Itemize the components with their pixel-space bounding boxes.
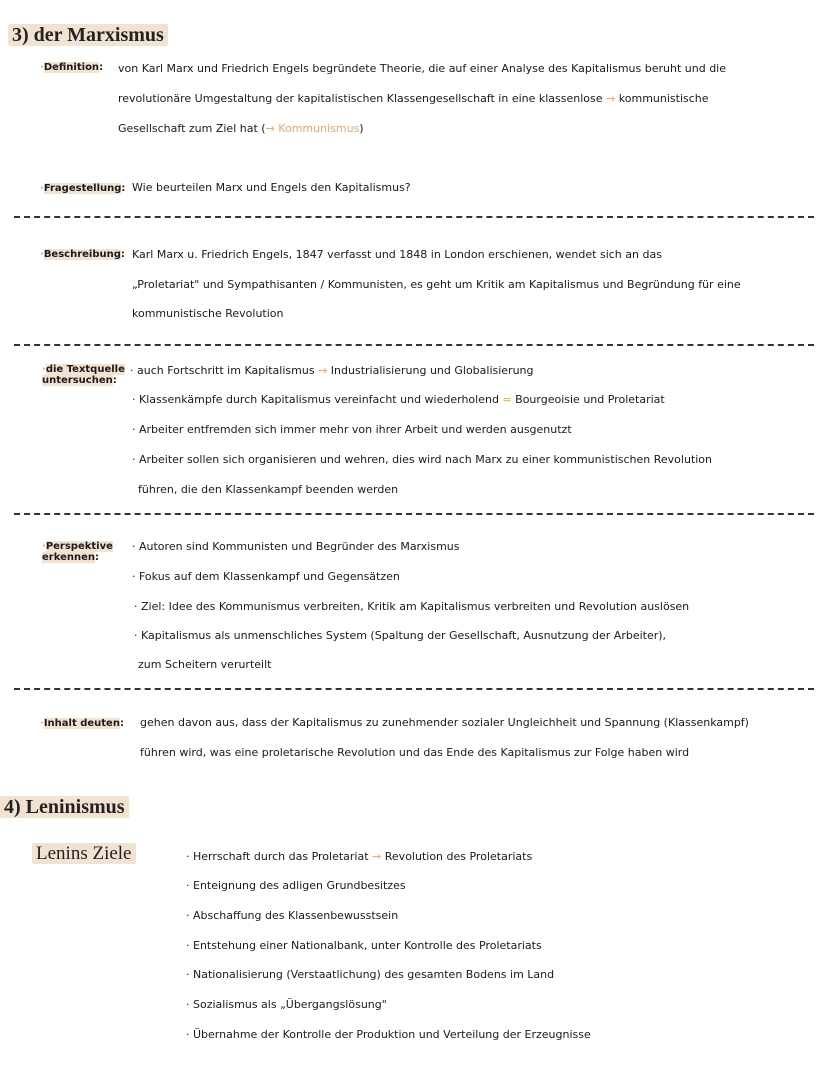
section-title-marxismus-text: 3) der Marxismus bbox=[8, 24, 168, 46]
textquelle-item-3 bbox=[132, 423, 572, 437]
ziel-item-2-text: Enteignung des adligen Grundbesitzes bbox=[193, 879, 406, 892]
bullet-dot: · bbox=[42, 541, 46, 552]
lenins-ziele-title bbox=[32, 843, 136, 865]
label-perspektive-text-1: Perspektive bbox=[45, 541, 113, 552]
bullet-dot: · bbox=[130, 364, 134, 377]
bullet-dot: · bbox=[132, 540, 136, 553]
inhalt-line-1: gehen davon aus, dass der Kapitalismus zu zunehmender sozialer Ungleichheit und Spannung (Klassenkampf) bbox=[140, 716, 749, 729]
section-title-leninismus-text: 4) Leninismus bbox=[0, 796, 129, 818]
textquelle-item-1-post: Industrialisierung und Globalisierung bbox=[330, 364, 534, 377]
label-colon: : bbox=[121, 183, 126, 194]
beschreibung-line-3: kommunistische Revolution bbox=[132, 307, 284, 320]
ziel-item-7 bbox=[186, 1028, 591, 1042]
definition-line-3-post: ) bbox=[359, 122, 364, 135]
divider bbox=[14, 513, 814, 515]
perspektive-item-3-text: Ziel: Idee des Kommunismus verbreiten, Kritik am Kapitalismus verbreiten und Revolution auslösen bbox=[141, 600, 690, 613]
ziel-item-6-text: Sozialismus als „Übergangslösung" bbox=[193, 998, 387, 1011]
perspektive-item-4b: zum Scheitern verurteilt bbox=[138, 658, 272, 671]
textquelle-item-4b: führen, die den Klassenkampf beenden werden bbox=[138, 483, 399, 496]
bullet-dot: · bbox=[186, 879, 190, 892]
ziel-item-2 bbox=[186, 879, 406, 893]
arrow-icon: → bbox=[606, 92, 616, 105]
textquelle-item-2-post: Bourgeoisie und Proletariat bbox=[515, 393, 665, 406]
divider bbox=[14, 216, 814, 218]
perspektive-item-2-text: Fokus auf dem Klassenkampf und Gegensätzen bbox=[139, 570, 400, 583]
bullet-dot: · bbox=[40, 62, 44, 73]
label-colon: : bbox=[99, 62, 104, 73]
label-perspektive bbox=[42, 541, 113, 563]
divider bbox=[14, 344, 814, 346]
ziel-item-6 bbox=[186, 998, 387, 1012]
label-colon: : bbox=[112, 375, 117, 386]
perspektive-item-2 bbox=[132, 570, 400, 584]
definition-kommunismus: Kommunismus bbox=[278, 122, 360, 135]
label-perspektive-text-2: erkennen bbox=[42, 552, 96, 563]
ziel-item-7-text: Übernahme der Kontrolle der Produktion und Verteilung der Erzeugnisse bbox=[193, 1028, 591, 1041]
textquelle-item-4 bbox=[132, 453, 712, 467]
definition-line-3 bbox=[118, 122, 364, 136]
textquelle-item-2-pre: Klassenkämpfe durch Kapitalismus vereinfacht und wiederholend bbox=[139, 393, 499, 406]
lenins-ziele-title-text: Lenins Ziele bbox=[32, 843, 136, 864]
definition-line-2 bbox=[118, 92, 709, 106]
ziel-item-1-post: Revolution des Proletariats bbox=[384, 850, 533, 863]
bullet-dot: · bbox=[186, 998, 190, 1011]
perspektive-item-3 bbox=[134, 600, 689, 614]
label-textquelle bbox=[42, 364, 125, 386]
definition-line-2-post: kommunistische bbox=[618, 92, 709, 105]
bullet-dot: · bbox=[186, 968, 190, 981]
bullet-dot: · bbox=[134, 600, 138, 613]
ziel-item-1 bbox=[186, 850, 532, 864]
beschreibung-line-1: Karl Marx u. Friedrich Engels, 1847 verfasst und 1848 in London erschienen, wendet sich an das bbox=[132, 248, 662, 261]
ziel-item-5 bbox=[186, 968, 554, 982]
bullet-dot: · bbox=[186, 850, 190, 863]
beschreibung-line-2: „Proletariat" und Sympathisanten / Kommunisten, es geht um Kritik am Kapitalismus und Begründung für eine bbox=[132, 278, 741, 291]
textquelle-item-2 bbox=[132, 393, 665, 407]
label-inhalt-text: Inhalt deuten bbox=[43, 718, 120, 729]
bullet-dot: · bbox=[186, 1028, 190, 1041]
bullet-dot: · bbox=[40, 718, 44, 729]
ziel-item-1-pre: Herrschaft durch das Proletariat bbox=[193, 850, 369, 863]
inhalt-line-2: führen wird, was eine proletarische Revolution und das Ende des Kapitalismus zur Folge haben wird bbox=[140, 746, 690, 759]
arrow-icon: → bbox=[265, 122, 275, 135]
bullet-dot: · bbox=[40, 183, 44, 194]
label-beschreibung-text: Beschreibung bbox=[43, 249, 121, 260]
perspektive-item-1 bbox=[132, 540, 460, 554]
section-title-leninismus bbox=[0, 796, 129, 819]
perspektive-item-4 bbox=[134, 629, 666, 643]
fragestellung-text: Wie beurteilen Marx und Engels den Kapitalismus? bbox=[132, 181, 411, 194]
ziel-item-3-text: Abschaffung des Klassenbewusstsein bbox=[193, 909, 399, 922]
label-beschreibung bbox=[40, 249, 125, 260]
bullet-dot: · bbox=[186, 909, 190, 922]
definition-line-1: von Karl Marx und Friedrich Engels begründete Theorie, die auf einer Analyse des Kapitalismus beruht und die bbox=[118, 62, 726, 75]
arrow-icon: → bbox=[318, 364, 328, 377]
ziel-item-4 bbox=[186, 939, 542, 953]
equals-icon: = bbox=[502, 393, 512, 406]
label-textquelle-text-1: die Textquelle bbox=[45, 364, 125, 375]
bullet-dot: · bbox=[134, 629, 138, 642]
label-inhalt bbox=[40, 718, 124, 729]
bullet-dot: · bbox=[132, 393, 136, 406]
textquelle-item-1-pre: auch Fortschritt im Kapitalismus bbox=[137, 364, 315, 377]
bullet-dot: · bbox=[186, 939, 190, 952]
ziel-item-4-text: Entstehung einer Nationalbank, unter Kontrolle des Proletariats bbox=[193, 939, 542, 952]
divider bbox=[14, 688, 814, 690]
label-colon: : bbox=[119, 718, 124, 729]
label-definition-text: Definition bbox=[43, 62, 100, 73]
definition-line-3-pre: Gesellschaft zum Ziel hat ( bbox=[118, 122, 266, 135]
ziel-item-5-text: Nationalisierung (Verstaatlichung) des gesamten Bodens im Land bbox=[193, 968, 555, 981]
label-colon: : bbox=[95, 552, 100, 563]
label-fragestellung-text: Fragestellung bbox=[43, 183, 122, 194]
bullet-dot: · bbox=[132, 570, 136, 583]
textquelle-item-4-text: Arbeiter sollen sich organisieren und wehren, dies wird nach Marx zu einer kommunistischen Revolution bbox=[139, 453, 713, 466]
textquelle-item-1 bbox=[130, 364, 534, 378]
label-colon: : bbox=[120, 249, 125, 260]
bullet-dot: · bbox=[40, 249, 44, 260]
bullet-dot: · bbox=[132, 423, 136, 436]
bullet-dot: · bbox=[132, 453, 136, 466]
perspektive-item-4-text: Kapitalismus als unmenschliches System (Spaltung der Gesellschaft, Ausnutzung der Arbeiter), bbox=[141, 629, 667, 642]
arrow-icon: → bbox=[372, 850, 382, 863]
perspektive-item-1-text: Autoren sind Kommunisten und Begründer des Marxismus bbox=[139, 540, 460, 553]
definition-line-2-pre: revolutionäre Umgestaltung der kapitalistischen Klassengesellschaft in eine klassenlose bbox=[118, 92, 603, 105]
label-definition bbox=[40, 62, 103, 73]
bullet-dot: · bbox=[42, 364, 46, 375]
label-fragestellung bbox=[40, 183, 125, 194]
section-title-marxismus bbox=[8, 24, 168, 47]
ziel-item-3 bbox=[186, 909, 398, 923]
textquelle-item-3-text: Arbeiter entfremden sich immer mehr von ihrer Arbeit und werden ausgenutzt bbox=[139, 423, 572, 436]
label-textquelle-text-2: untersuchen bbox=[42, 375, 113, 386]
